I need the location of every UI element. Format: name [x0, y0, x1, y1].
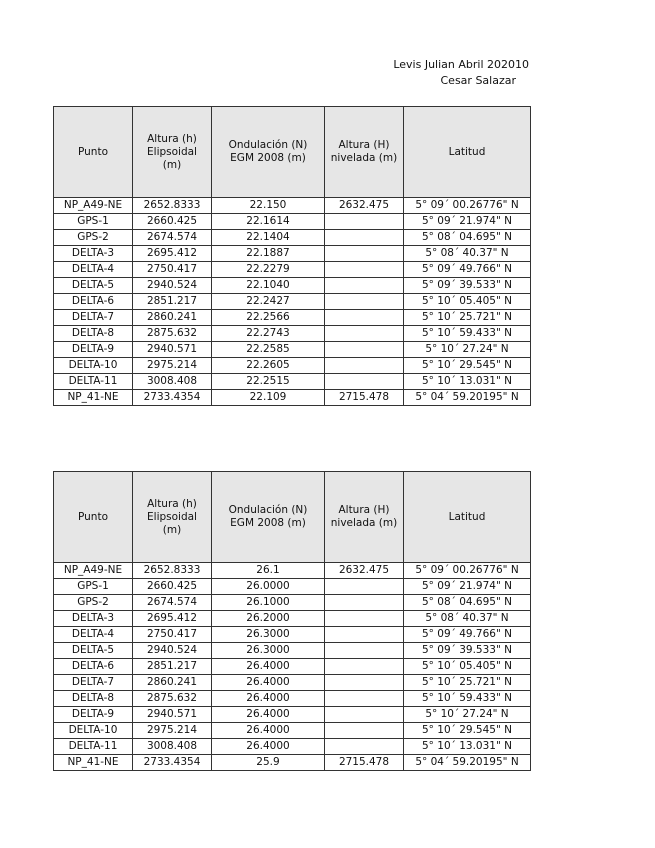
cell-punto: NP_41-NE [54, 390, 133, 406]
cell-altura-elipsoidal: 3008.408 [133, 374, 212, 390]
table-row [54, 643, 531, 659]
cell-latitud: 5° 10´ 27.24" N [404, 707, 531, 723]
table-row [54, 198, 531, 214]
table-row [54, 342, 531, 358]
geodetic-table-2 [53, 471, 531, 771]
cell-latitud: 5° 09´ 00.26776" N [404, 198, 531, 214]
cell-latitud: 5° 04´ 59.20195" N [404, 390, 531, 406]
cell-altura-elipsoidal: 2733.4354 [133, 755, 212, 771]
cell-ondulacion: 22.1040 [212, 278, 325, 294]
author-line-2: Cesar Salazar [440, 74, 516, 87]
cell-altura-nivelada [325, 595, 404, 611]
cell-latitud: 5° 09´ 21.974" N [404, 579, 531, 595]
cell-altura-nivelada [325, 278, 404, 294]
cell-ondulacion: 22.109 [212, 390, 325, 406]
header-altura-nivelada: Altura (H) nivelada (m) [325, 107, 404, 198]
cell-ondulacion: 22.1404 [212, 230, 325, 246]
cell-ondulacion: 26.4000 [212, 675, 325, 691]
cell-punto: DELTA-10 [54, 358, 133, 374]
cell-latitud: 5° 10´ 27.24" N [404, 342, 531, 358]
cell-altura-elipsoidal: 2851.217 [133, 659, 212, 675]
table-row [54, 374, 531, 390]
cell-ondulacion: 22.2585 [212, 342, 325, 358]
table-row [54, 755, 531, 771]
table-header-row [54, 472, 531, 563]
cell-punto: NP_A49-NE [54, 198, 133, 214]
cell-ondulacion: 26.4000 [212, 707, 325, 723]
cell-punto: NP_41-NE [54, 755, 133, 771]
author-name-text: Levis Julian Abril 202010 [393, 58, 529, 71]
cell-altura-elipsoidal: 2860.241 [133, 675, 212, 691]
cell-latitud: 5° 08´ 04.695" N [404, 230, 531, 246]
cell-altura-elipsoidal: 2695.412 [133, 611, 212, 627]
cell-altura-elipsoidal: 2940.524 [133, 643, 212, 659]
cell-latitud: 5° 08´ 40.37" N [404, 246, 531, 262]
table-row [54, 326, 531, 342]
cell-punto: DELTA-3 [54, 246, 133, 262]
cell-altura-nivelada [325, 326, 404, 342]
cell-ondulacion: 26.3000 [212, 627, 325, 643]
cell-punto: GPS-1 [54, 579, 133, 595]
cell-altura-elipsoidal: 2652.8333 [133, 198, 212, 214]
cell-ondulacion: 22.2605 [212, 358, 325, 374]
cell-altura-elipsoidal: 2940.571 [133, 342, 212, 358]
cell-altura-nivelada [325, 262, 404, 278]
table-row [54, 310, 531, 326]
cell-ondulacion: 26.4000 [212, 723, 325, 739]
cell-altura-elipsoidal: 2851.217 [133, 294, 212, 310]
cell-ondulacion: 26.4000 [212, 691, 325, 707]
cell-punto: DELTA-9 [54, 342, 133, 358]
cell-latitud: 5° 09´ 21.974" N [404, 214, 531, 230]
header-altura-nivelada: Altura (H) nivelada (m) [325, 472, 404, 563]
cell-altura-nivelada [325, 294, 404, 310]
cell-punto: DELTA-9 [54, 707, 133, 723]
cell-punto: GPS-2 [54, 595, 133, 611]
cell-ondulacion: 22.2427 [212, 294, 325, 310]
cell-latitud: 5° 10´ 59.433" N [404, 326, 531, 342]
header-altura-elipsoidal: Altura (h) Elipsoidal (m) [133, 472, 212, 563]
cell-latitud: 5° 10´ 25.721" N [404, 310, 531, 326]
cell-punto: DELTA-11 [54, 374, 133, 390]
cell-altura-nivelada: 2715.478 [325, 390, 404, 406]
cell-altura-elipsoidal: 2875.632 [133, 326, 212, 342]
table-row [54, 723, 531, 739]
cell-altura-elipsoidal: 2660.425 [133, 214, 212, 230]
cell-punto: DELTA-8 [54, 691, 133, 707]
cell-latitud: 5° 10´ 13.031" N [404, 374, 531, 390]
table-row [54, 739, 531, 755]
table-row [54, 707, 531, 723]
author-line-1 [330, 57, 529, 73]
cell-altura-elipsoidal: 2660.425 [133, 579, 212, 595]
cell-latitud: 5° 10´ 29.545" N [404, 723, 531, 739]
table-row [54, 230, 531, 246]
cell-altura-nivelada [325, 611, 404, 627]
table-row [54, 659, 531, 675]
cell-altura-elipsoidal: 2860.241 [133, 310, 212, 326]
table-row [54, 627, 531, 643]
cell-altura-nivelada [325, 643, 404, 659]
table-row [54, 611, 531, 627]
cell-punto: DELTA-11 [54, 739, 133, 755]
cell-altura-nivelada: 2632.475 [325, 198, 404, 214]
header-punto: Punto [54, 107, 133, 198]
table-body [54, 563, 531, 771]
cell-latitud: 5° 08´ 40.37" N [404, 611, 531, 627]
cell-latitud: 5° 09´ 39.533" N [404, 278, 531, 294]
cell-altura-elipsoidal: 2940.571 [133, 707, 212, 723]
cell-altura-elipsoidal: 2674.574 [133, 230, 212, 246]
cell-punto: DELTA-5 [54, 643, 133, 659]
header-altura-elipsoidal: Altura (h) Elipsoidal (m) [133, 107, 212, 198]
cell-punto: DELTA-3 [54, 611, 133, 627]
header-latitud: Latitud [404, 107, 531, 198]
cell-altura-elipsoidal: 2975.214 [133, 723, 212, 739]
cell-ondulacion: 22.2515 [212, 374, 325, 390]
table-row [54, 691, 531, 707]
cell-altura-elipsoidal: 2940.524 [133, 278, 212, 294]
cell-altura-nivelada [325, 310, 404, 326]
cell-altura-nivelada [325, 659, 404, 675]
cell-altura-nivelada [325, 579, 404, 595]
cell-ondulacion: 26.1 [212, 563, 325, 579]
cell-altura-nivelada [325, 691, 404, 707]
cell-latitud: 5° 10´ 05.405" N [404, 294, 531, 310]
table-row [54, 675, 531, 691]
table-row [54, 563, 531, 579]
cell-latitud: 5° 09´ 00.26776" N [404, 563, 531, 579]
cell-altura-nivelada [325, 739, 404, 755]
cell-altura-nivelada [325, 214, 404, 230]
cell-latitud: 5° 10´ 59.433" N [404, 691, 531, 707]
cell-latitud: 5° 09´ 49.766" N [404, 627, 531, 643]
table-body [54, 198, 531, 406]
cell-altura-elipsoidal: 2975.214 [133, 358, 212, 374]
cell-altura-elipsoidal: 2695.412 [133, 246, 212, 262]
cell-altura-nivelada [325, 707, 404, 723]
cell-punto: DELTA-6 [54, 659, 133, 675]
cell-altura-nivelada [325, 627, 404, 643]
cell-punto: DELTA-4 [54, 262, 133, 278]
cell-latitud: 5° 09´ 49.766" N [404, 262, 531, 278]
cell-altura-nivelada [325, 246, 404, 262]
cell-punto: GPS-2 [54, 230, 133, 246]
geodetic-table-1 [53, 106, 531, 406]
cell-ondulacion: 26.1000 [212, 595, 325, 611]
table-row [54, 246, 531, 262]
cell-punto: DELTA-7 [54, 310, 133, 326]
cell-altura-elipsoidal: 2733.4354 [133, 390, 212, 406]
table-row [54, 294, 531, 310]
table-row [54, 579, 531, 595]
cell-punto: NP_A49-NE [54, 563, 133, 579]
cell-altura-nivelada: 2715.478 [325, 755, 404, 771]
cell-altura-nivelada [325, 230, 404, 246]
header-punto: Punto [54, 472, 133, 563]
cell-ondulacion: 25.9 [212, 755, 325, 771]
cell-altura-nivelada: 2632.475 [325, 563, 404, 579]
cell-altura-nivelada [325, 358, 404, 374]
cell-altura-elipsoidal: 2674.574 [133, 595, 212, 611]
cell-latitud: 5° 09´ 39.533" N [404, 643, 531, 659]
table-row [54, 214, 531, 230]
cell-punto: DELTA-6 [54, 294, 133, 310]
cell-altura-elipsoidal: 2875.632 [133, 691, 212, 707]
cell-altura-nivelada [325, 675, 404, 691]
header-ondulacion: Ondulación (N) EGM 2008 (m) [212, 107, 325, 198]
cell-ondulacion: 22.150 [212, 198, 325, 214]
table-row [54, 358, 531, 374]
cell-punto: DELTA-5 [54, 278, 133, 294]
cell-ondulacion: 22.2566 [212, 310, 325, 326]
cell-latitud: 5° 10´ 05.405" N [404, 659, 531, 675]
cell-punto: GPS-1 [54, 214, 133, 230]
table-row [54, 262, 531, 278]
header-latitud: Latitud [404, 472, 531, 563]
cell-latitud: 5° 10´ 13.031" N [404, 739, 531, 755]
cell-ondulacion: 26.4000 [212, 659, 325, 675]
cell-altura-nivelada [325, 374, 404, 390]
cell-altura-elipsoidal: 2750.417 [133, 627, 212, 643]
cell-ondulacion: 22.1614 [212, 214, 325, 230]
cell-ondulacion: 22.2743 [212, 326, 325, 342]
table-header-row [54, 107, 531, 198]
cell-ondulacion: 26.4000 [212, 739, 325, 755]
cell-latitud: 5° 08´ 04.695" N [404, 595, 531, 611]
cell-ondulacion: 26.0000 [212, 579, 325, 595]
cell-altura-elipsoidal: 2750.417 [133, 262, 212, 278]
table-row [54, 595, 531, 611]
cell-ondulacion: 22.1887 [212, 246, 325, 262]
cell-altura-nivelada [325, 723, 404, 739]
cell-punto: DELTA-8 [54, 326, 133, 342]
table-row [54, 390, 531, 406]
cell-ondulacion: 26.2000 [212, 611, 325, 627]
cell-latitud: 5° 10´ 25.721" N [404, 675, 531, 691]
cell-altura-elipsoidal: 3008.408 [133, 739, 212, 755]
cell-latitud: 5° 10´ 29.545" N [404, 358, 531, 374]
header-ondulacion: Ondulación (N) EGM 2008 (m) [212, 472, 325, 563]
cell-latitud: 5° 04´ 59.20195" N [404, 755, 531, 771]
cell-ondulacion: 22.2279 [212, 262, 325, 278]
table-row [54, 278, 531, 294]
cell-altura-nivelada [325, 342, 404, 358]
cell-punto: DELTA-7 [54, 675, 133, 691]
cell-altura-elipsoidal: 2652.8333 [133, 563, 212, 579]
cell-ondulacion: 26.3000 [212, 643, 325, 659]
cell-punto: DELTA-4 [54, 627, 133, 643]
cell-punto: DELTA-10 [54, 723, 133, 739]
